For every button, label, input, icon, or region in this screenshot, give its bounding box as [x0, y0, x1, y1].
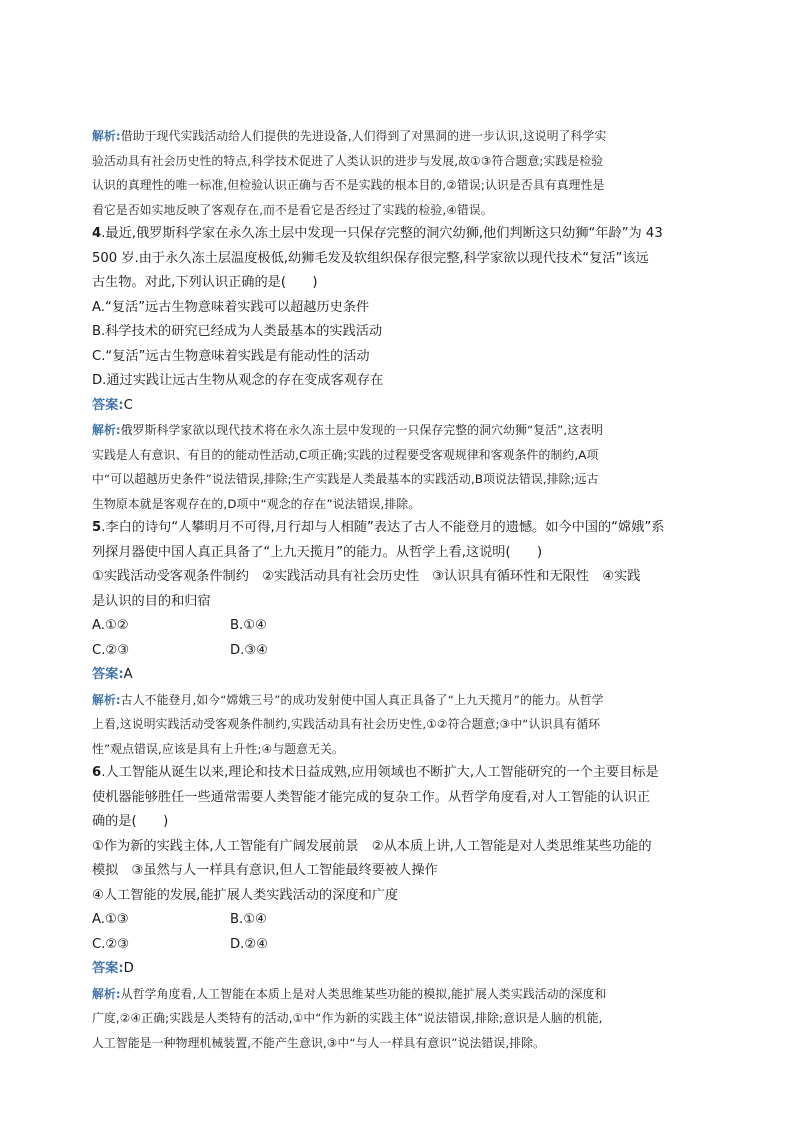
answer-line [92, 957, 702, 982]
question-number: 5 [92, 520, 102, 535]
option-c: C.②③ [92, 642, 130, 658]
option-c: C.“复活”远古生物意味着实践是有能动性的活动 [92, 348, 370, 364]
analysis-line: 中“可以超越历史条件”说法错误,排除;生产实践是人类最基本的实践活动,B项说法错误,排除;远古 [92, 472, 599, 486]
analysis-label: 解析: [92, 423, 121, 437]
analysis-line: 生物原本就是客观存在的,D项中“观念的存在”说法错误,排除。 [92, 496, 421, 511]
question-5 [92, 516, 702, 761]
question-stem-line: 古生物。对此,下列认识正确的是( ) [92, 275, 318, 290]
option-d: D.②④ [230, 936, 268, 952]
question-stem-line: 4.最近,俄罗斯科学家在永久冻土层中发现一只保存完整的洞穴幼狮,他们判断这只幼狮“年龄”为 43 [92, 226, 663, 241]
question-stem-line: 使机器能够胜任一些通常需要人类智能才能完成的复杂工作。从哲学角度看,对人工智能的认识正 [92, 789, 651, 805]
analysis-line: 看它是否如实地反映了客观存在,而不是看它是否经过了实践的检验,④错误。 [92, 202, 493, 217]
option-b: B.①④ [230, 618, 267, 633]
question-4 [92, 222, 702, 516]
statement-line: ①作为新的实践主体,人工智能有广阔发展前景 ②从本质上讲,人工智能是对人类思维某些功能的 [92, 838, 652, 854]
answer-value: D [123, 961, 134, 976]
answer-label: 答案: [92, 961, 124, 976]
answer-value: A [123, 667, 133, 682]
option-c: C.②③ [92, 936, 130, 952]
statement-line: 是认识的目的和归宿 [92, 593, 211, 609]
document-content [92, 124, 702, 1055]
analysis-line: 上看,这说明实践活动受客观条件制约,实践活动具有社会历史性,①②符合题意;③中“认识具有循环 [92, 717, 601, 731]
analysis-label: 解析: [92, 986, 121, 1001]
answer-line [92, 394, 702, 419]
option-a: A.①③ [92, 912, 129, 927]
analysis-line: 验活动具有社会历史性的特点,科学技术促进了人类认识的进步与发展,故①③符合题意;实践是检验 [92, 153, 604, 168]
question-number: 6 [92, 765, 102, 780]
analysis-line: 性”观点错误,应该是具有上升性;④与题意无关。 [92, 741, 345, 756]
question-stem-line: 列探月器使中国人真正具备了“上九天揽月”的能力。从哲学上看,这说明( ) [92, 544, 543, 560]
option-a: A.“复活”远古生物意味着实践可以超越历史条件 [92, 299, 370, 315]
options-row [92, 933, 702, 958]
analysis-label: 解析: [92, 692, 121, 707]
question-number: 4 [92, 226, 102, 241]
answer-line [92, 663, 702, 688]
question-stem-line: 确的是( ) [92, 814, 169, 829]
question-stem-line: 500 岁.由于永久冻土层温度极低,幼狮毛发及软组织保存很完整,科学家欲以现代技术“复活”该远 [92, 250, 649, 266]
question-6 [92, 761, 702, 1055]
statement-line: 模拟 ③虽然与人一样具有意识,但人工智能最终要被人操作 [92, 863, 438, 878]
answer-value: C [123, 397, 133, 413]
analysis-label: 解析: [92, 129, 121, 143]
options-row [92, 639, 702, 664]
options-row [92, 908, 702, 933]
analysis-line: 实践是人有意识、有目的的能动性活动,C项正确;实践的过程要受客观规律和客观条件的制约,A项 [92, 447, 599, 462]
question-stem-line: 5.李白的诗句“人攀明月不可得,月行却与人相随”表达了古人不能登月的遗憾。如今中国的“嫦娥”系 [92, 520, 665, 535]
question-stem-line: 6.人工智能从诞生以来,理论和技术日益成熟,应用领域也不断扩大,人工智能研究的一个主要目标是 [92, 765, 659, 780]
option-d: D.③④ [230, 642, 268, 658]
option-d: D.通过实践让远古生物从观念的存在变成客观存在 [92, 373, 384, 388]
option-b: B.①④ [230, 912, 267, 927]
analysis-line: 解析:从哲学角度看,人工智能在本质上是对人类思维某些功能的模拟,能扩展人类实践活动的深度和 [92, 986, 607, 1001]
answer-label: 答案: [92, 397, 124, 413]
statement-line: ①实践活动受客观条件制约 ②实践活动具有社会历史性 ③认识具有循环性和无限性 ④实践 [92, 569, 641, 584]
analysis-line: 人工智能是一种物理机械装置,不能产生意识,③中“与人一样具有意识”说法错误,排除。 [92, 1035, 546, 1050]
analysis-line: 解析:俄罗斯科学家欲以现代技术将在永久冻土层中发现的一只保存完整的洞穴幼狮“复活”,这表明 [92, 423, 604, 437]
answer-label: 答案: [92, 667, 124, 682]
option-a: A.①② [92, 618, 129, 633]
analysis-line: 认识的真理性的唯一标准,但检验认识正确与否不是实践的根本目的,②错误;认识是否具有真理性是 [92, 178, 605, 192]
option-b: B.科学技术的研究已经成为人类最基本的实践活动 [92, 324, 383, 339]
analysis-line: 解析:古人不能登月,如今“嫦娥三号”的成功发射使中国人真正具备了“上九天揽月”的能力。从哲学 [92, 692, 604, 707]
options-row [92, 614, 702, 639]
q3-analysis [92, 124, 702, 222]
analysis-line: 解析:借助于现代实践活动给人们提供的先进设备,人们得到了对黑洞的进一步认识,这说明了科学实 [92, 129, 607, 143]
analysis-line: 广度,②④正确;实践是人类特有的活动,①中“作为新的实践主体”说法错误,排除;意识是人脑的机能, [92, 1011, 603, 1025]
statement-line: ④人工智能的发展,能扩展人类实践活动的深度和广度 [92, 887, 399, 903]
